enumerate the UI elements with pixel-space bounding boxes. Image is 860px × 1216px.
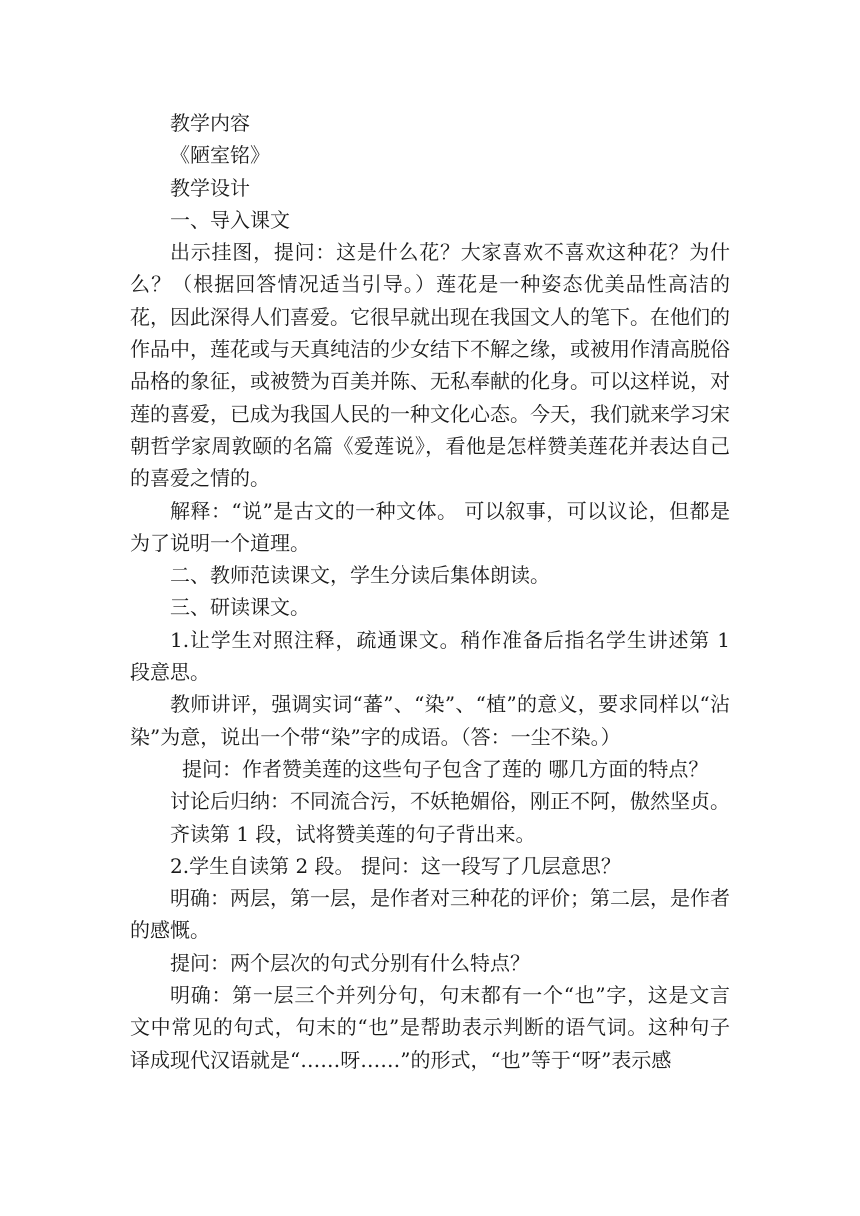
section-heading-1: 一、导入课文 [170,207,290,232]
paragraph-question-2: 提问：两个层次的句式分别有什么特点？ [170,950,530,975]
paragraph-explanation: 解释：“说”是古文的一种文体。 可以叙事，可以议论，但都是为了说明一个道理。 [130,498,730,555]
section-heading-3: 三、研读课文。 [170,595,310,620]
paragraph-summary: 讨论后归纳：不同流合污，不妖艳媚俗，刚正不阿，傲然坚贞。 [170,789,730,814]
paragraph-intro: 出示挂图，提问：这是什么花？大家喜欢不喜欢这种花？为什么？（根据回答情况适当引导。）莲花是一种姿态优美品性高洁的花，因此深得人们喜爱。它很早就出现在我国文人的笔下。在他们的作品中，莲花或与天真纯洁的少女结下不解之缘，或被用作清高脱俗品格的象征，或被赞为百美并陈、无私奉献的化身。可以这样说，对莲的喜爱，已成为我国人民的一种文化心态。今天，我们就来学习宋朝哲学家周敦颐的名篇《爱莲说》，看他是怎样赞美莲花并表达自己的喜爱之情的。 [130,240,730,491]
paragraph-step-1: 1.让学生对照注释，疏通课文。稍作准备后指名学生讲述第 1 段意思。 [130,627,730,685]
paragraph-question-1: 提问：作者赞美莲的这些句子包含了莲的 哪几方面的特点？ [182,756,709,781]
document-body [130,107,730,1076]
heading-teaching-content: 教学内容 [170,111,250,135]
paragraph-teacher-comment: 教师讲评，强调实词“蕃”、“染”、“植”的意义，要求同样以“沾染”为意，说出一个带“染”字的成语。（答：一尘不染。） [130,692,730,749]
text-title: 《陋室铭》 [170,143,270,168]
heading-teaching-design: 教学设计 [170,175,250,200]
paragraph-step-2: 2.学生自读第 2 段。 提问：这一段写了几层意思？ [170,853,621,878]
section-heading-2: 二、教师范读课文，学生分读后集体朗读。 [170,563,550,588]
paragraph-clarify-1: 明确：两层，第一层，是作者对三种花的评价；第二层，是作者的感慨。 [130,886,730,943]
paragraph-recite: 齐读第 1 段，试将赞美莲的句子背出来。 [170,821,536,846]
paragraph-clarify-2: 明确：第一层三个并列分句，句末都有一个“也”字，这是文言文中常见的句式，句末的“也”是帮助表示判断的语气词。这种句子译成现代汉语就是“……呀……”的形式，“也”等于“呀”表示感 [130,983,730,1072]
